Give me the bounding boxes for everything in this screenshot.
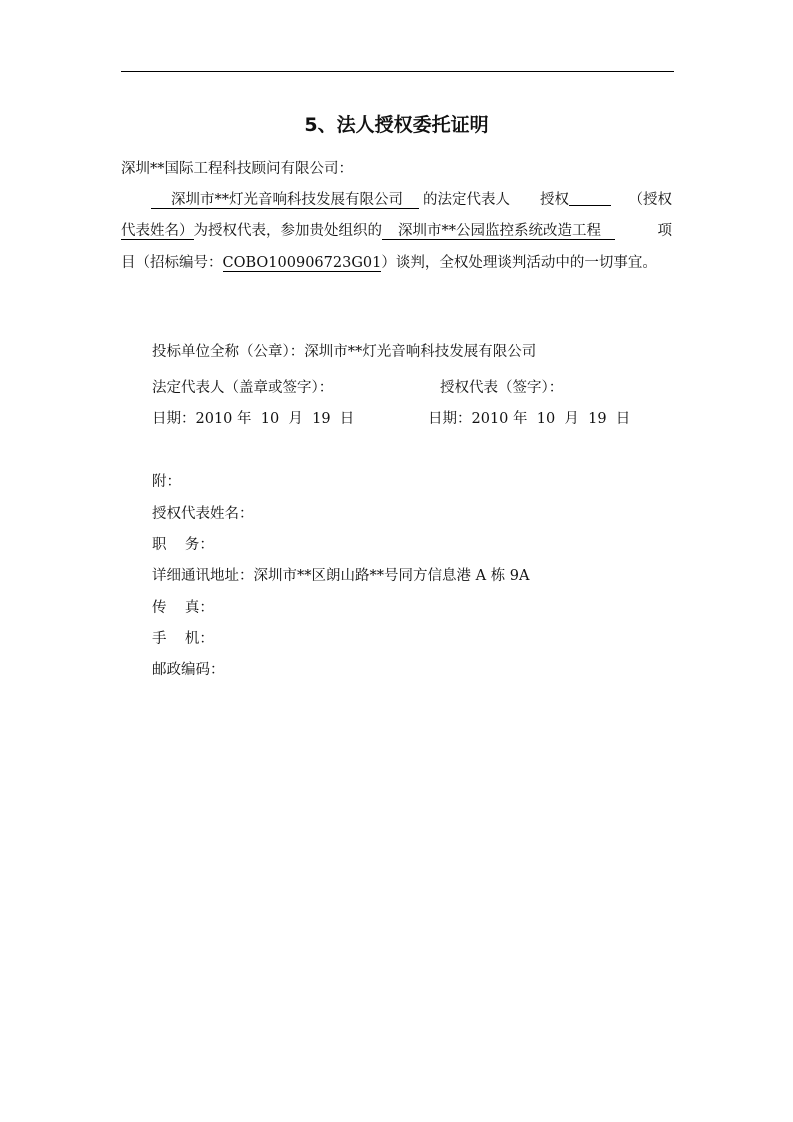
salutation: 深圳**国际工程科技顾问有限公司： [121, 161, 353, 177]
close-text: ）谈判，全权处理谈判活动中的一切事宜。 [381, 255, 657, 271]
appendix-name: 授权代表姓名： [152, 506, 254, 522]
as-rep-text: 为授权代表，参加贵处组织的 [193, 223, 382, 239]
appendix-fax: 传 真： [152, 600, 214, 616]
page-title: 5、法人授权委托证明 [304, 114, 489, 136]
appendix-label: 附： [152, 474, 181, 490]
bidder-name-line: 投标单位全称（公章）：深圳市**灯光音响科技发展有限公司 [152, 344, 537, 360]
legal-rep-text: 的法定代表人 [423, 192, 510, 208]
appendix-postcode: 邮政编码： [152, 662, 225, 678]
appendix-position: 职 务： [152, 537, 214, 553]
date-right: 日期：2010 年 10 月 19 日 [428, 411, 631, 427]
auth-name-blank [569, 191, 611, 206]
auth-name-paren-close: 代表姓名） [121, 223, 194, 239]
xiang-text: 项 [657, 223, 672, 239]
header-rule [121, 71, 674, 72]
mu-open-text: 目（招标编号： [121, 255, 223, 271]
appendix-address: 详细通讯地址：深圳市**区朗山路**号同方信息港 A 栋 9A [152, 568, 530, 584]
auth-name-paren-open: （授权 [628, 192, 672, 208]
appendix-mobile: 手 机： [152, 631, 214, 647]
tender-number: COBO100906723G01 [222, 255, 382, 271]
body-line-3 [121, 254, 657, 272]
company-blank: 深圳市**灯光音响科技发展有限公司 [151, 192, 419, 209]
project-blank: 深圳市**公园监控系统改造工程 [382, 223, 615, 240]
auth-rep-sign-line: 授权代表（签字）： [440, 380, 564, 396]
legal-rep-sign-line: 法定代表人（盖章或签字）： [152, 380, 334, 396]
date-left: 日期：2010 年 10 月 19 日 [152, 411, 355, 427]
body-line-2 [121, 222, 615, 240]
authorize-text: 授权 [540, 192, 569, 208]
body-line-1 [151, 191, 611, 209]
